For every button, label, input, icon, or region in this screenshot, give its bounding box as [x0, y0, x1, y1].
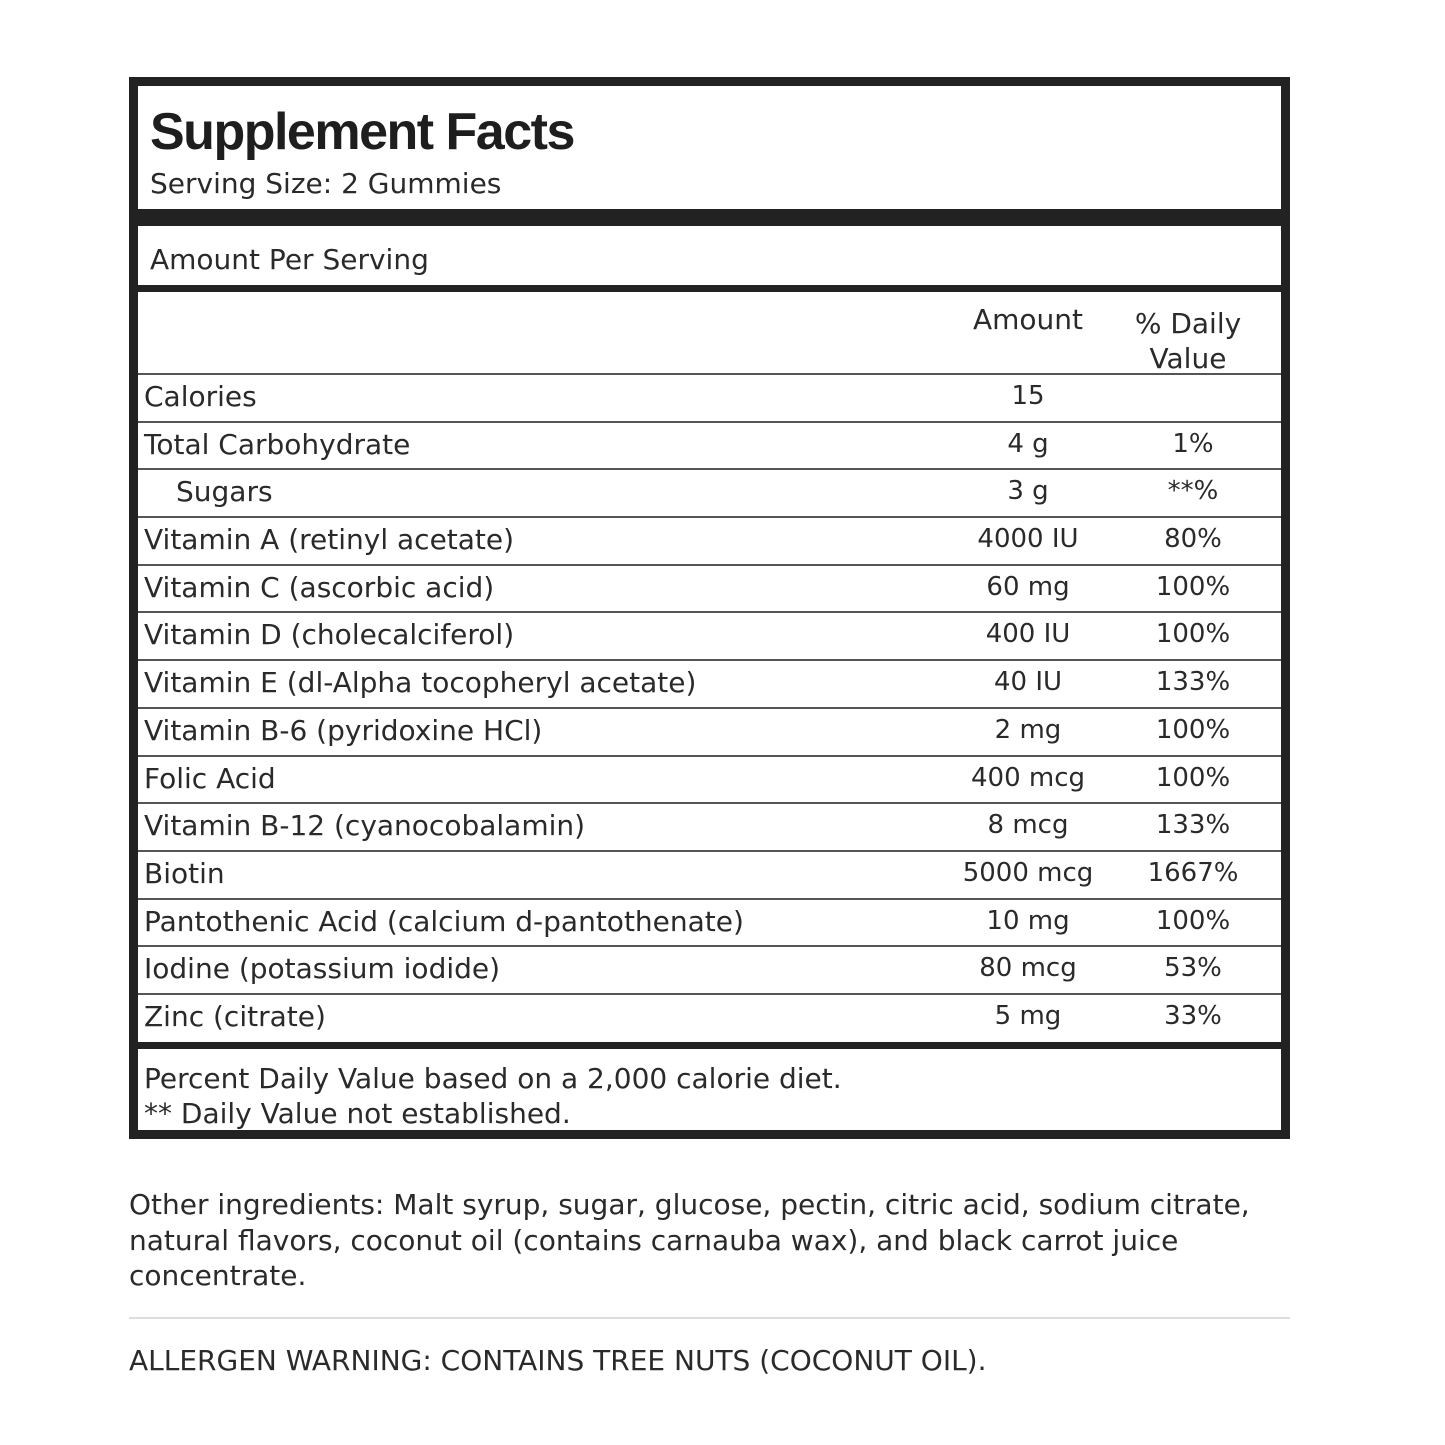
- nutrient-amount: 4 g: [1007, 428, 1049, 459]
- footnote-not-established: ** Daily Value not established.: [144, 1097, 571, 1130]
- nutrient-name: Zinc (citrate): [144, 999, 326, 1033]
- nutrient-amount: 60 mg: [986, 571, 1070, 602]
- table-row: [138, 373, 1281, 421]
- thick-divider: [138, 209, 1281, 226]
- nutrient-daily-value: **%: [1167, 476, 1219, 507]
- nutrient-name: Folic Acid: [144, 761, 276, 795]
- nutrient-name: Calories: [144, 380, 257, 413]
- nutrient-daily-value: 80%: [1164, 524, 1222, 555]
- table-row: [138, 755, 1281, 803]
- nutrient-name: Vitamin C (ascorbic acid): [144, 570, 495, 604]
- table-row: [138, 993, 1281, 1041]
- table-row: [138, 659, 1281, 707]
- other-ingredients: Other ingredients: Malt syrup, sugar, glucose, pectin, citric acid, sodium citrate, natural flavors, coconut oil (contains carnauba wax), and black carrot juice concentrate.: [129, 1188, 1250, 1292]
- supplement-facts-panel: [129, 77, 1290, 1139]
- table-row: [138, 516, 1281, 564]
- allergen-warning: ALLERGEN WARNING: CONTAINS TREE NUTS (COCONUT OIL).: [129, 1344, 987, 1377]
- nutrient-name: Vitamin D (cholecalciferol): [144, 618, 515, 652]
- nutrient-amount: 4000 IU: [977, 524, 1079, 555]
- nutrient-daily-value: 1667%: [1147, 857, 1239, 888]
- nutrient-daily-value: 100%: [1155, 714, 1231, 745]
- nutrient-amount: 40 IU: [993, 667, 1063, 698]
- nutrient-amount: 8 mcg: [987, 810, 1069, 841]
- nutrient-daily-value: 1%: [1172, 428, 1214, 459]
- table-row: [138, 707, 1281, 755]
- table-row: [138, 850, 1281, 898]
- table-row: [138, 611, 1281, 659]
- nutrient-name: Biotin: [144, 856, 225, 890]
- nutrient-amount: 3 g: [1007, 476, 1049, 507]
- nutrient-daily-value: 100%: [1155, 571, 1231, 602]
- nutrient-amount: 400 mcg: [970, 762, 1086, 793]
- nutrient-name: Sugars: [176, 475, 273, 509]
- column-header-amount: Amount: [972, 303, 1084, 336]
- nutrient-table: [138, 373, 1281, 1041]
- bottom-divider: [138, 1042, 1281, 1049]
- table-row: [138, 802, 1281, 850]
- nutrient-amount: 2 mg: [994, 714, 1062, 745]
- amount-per-serving: Amount Per Serving: [150, 243, 429, 276]
- nutrient-daily-value: 133%: [1155, 810, 1231, 841]
- nutrient-name: Pantothenic Acid (calcium d-pantothenate): [144, 904, 744, 938]
- nutrient-name: Vitamin B-6 (pyridoxine HCl): [144, 713, 543, 747]
- table-row: [138, 564, 1281, 612]
- nutrient-name: Vitamin A (retinyl acetate): [144, 523, 515, 557]
- table-row: [138, 421, 1281, 469]
- nutrient-daily-value: 100%: [1155, 619, 1231, 650]
- table-row: [138, 945, 1281, 993]
- nutrient-name: Total Carbohydrate: [144, 427, 411, 461]
- nutrient-name: Vitamin E (dl-Alpha tocopheryl acetate): [144, 666, 697, 700]
- column-header-daily-value: % Daily Value: [1134, 307, 1242, 375]
- medium-divider: [138, 285, 1281, 292]
- nutrient-name: Iodine (potassium iodide): [144, 952, 501, 986]
- nutrient-amount: 400 IU: [985, 619, 1071, 650]
- nutrient-amount: 15: [1011, 381, 1045, 411]
- nutrient-daily-value: 53%: [1164, 953, 1222, 984]
- nutrient-daily-value: 33%: [1164, 1000, 1222, 1031]
- nutrient-amount: 80 mcg: [979, 953, 1077, 984]
- footnote-daily-value: Percent Daily Value based on a 2,000 calorie diet.: [144, 1062, 842, 1095]
- label-title: Supplement Facts: [150, 103, 574, 161]
- nutrient-daily-value: 133%: [1155, 667, 1231, 698]
- table-row: [138, 468, 1281, 516]
- section-divider: [129, 1317, 1290, 1319]
- nutrient-amount: 10 mg: [986, 905, 1070, 936]
- nutrient-daily-value: 100%: [1155, 905, 1231, 936]
- table-row: [138, 898, 1281, 946]
- nutrient-name: Vitamin B-12 (cyanocobalamin): [144, 809, 586, 843]
- nutrient-daily-value: 100%: [1155, 762, 1231, 793]
- nutrient-amount: 5 mg: [994, 1000, 1062, 1031]
- nutrient-amount: 5000 mcg: [962, 857, 1094, 888]
- serving-size: Serving Size: 2 Gummies: [150, 167, 502, 200]
